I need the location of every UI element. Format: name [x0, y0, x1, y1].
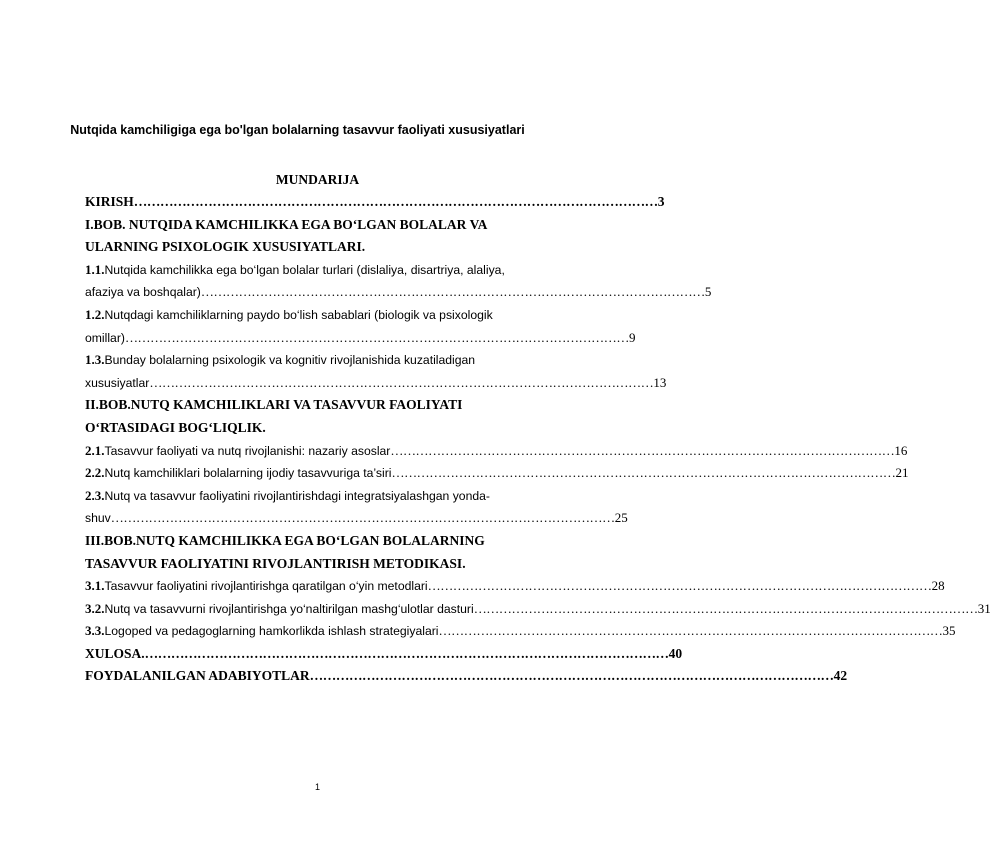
dot-leader: …………………………………………………………………………………………………………: [110, 510, 615, 526]
toc-entry-page: 42: [833, 668, 848, 684]
dot-leader: …………………………………………………………………………………………………………: [149, 374, 654, 390]
dot-leader: …………………………………………………………………………………………………………: [133, 194, 658, 209]
toc-entry-2-3[interactable]: [85, 485, 553, 508]
toc-chapter-2-line-2[interactable]: O‘RTASIDAGI BOG‘LIQLIK.: [85, 419, 266, 435]
section-title: Bunday bolalarning psixologik va kognitiv rivojlanishida kuzatiladigan: [104, 353, 476, 368]
toc-entry-1-2[interactable]: [85, 304, 553, 327]
document-title: Nutqida kamchiligiga ega bo'lgan bolalarning tasavvur faoliyati xususiyatlari: [70, 123, 525, 137]
section-number: 1.1.: [85, 261, 105, 277]
page-number: 1: [314, 782, 320, 792]
section-number: 3.2.: [85, 600, 105, 616]
toc-entry-1-1[interactable]: [85, 259, 553, 282]
toc-entry-1-3[interactable]: [85, 349, 553, 372]
toc-entry-page: 13: [653, 374, 667, 390]
toc-entry-references[interactable]: [85, 665, 848, 688]
toc-entry-page: 9: [628, 329, 636, 345]
toc-heading: MUNDARIJA: [275, 172, 360, 187]
toc-entry-1-3-cont[interactable]: [85, 372, 667, 395]
dot-leader: …………………………………………………………………………………………………………: [124, 329, 629, 345]
toc-chapter-3-line-2[interactable]: TASAVVUR FAOLIYATINI RIVOJLANTIRISH METODIKASI.: [85, 555, 466, 571]
toc-chapter-1-line-1[interactable]: I.BOB. NUTQIDA KAMCHILIKKA EGA BO‘LGAN BOLALAR VA: [85, 216, 488, 232]
toc-entry-2-1[interactable]: [85, 440, 908, 463]
toc-entry-label: XULOSA.: [85, 645, 145, 661]
dot-leader: …………………………………………………………………………………………………………: [390, 442, 895, 458]
toc-entry-1-1-cont[interactable]: [85, 281, 712, 304]
section-number: 3.1.: [85, 578, 105, 594]
dot-leader: …………………………………………………………………………………………………………: [309, 668, 834, 684]
toc-entry-page: 31: [977, 600, 991, 616]
section-title: Logoped va pedagoglarning hamkorlikda ishlash strategiyalari: [104, 624, 439, 639]
section-number: 3.3.: [85, 623, 105, 639]
toc-entry-conclusion[interactable]: [85, 643, 683, 666]
section-number: 1.3.: [85, 352, 105, 368]
section-title-cont: afaziya va boshqalar): [85, 285, 201, 300]
toc-entry-page: 3: [657, 194, 665, 209]
toc-entry-page: 35: [942, 623, 956, 639]
dot-leader: …………………………………………………………………………………………………………: [427, 578, 932, 594]
toc-entry-3-2[interactable]: [85, 598, 991, 621]
toc-entry-1-2-cont[interactable]: [85, 327, 636, 350]
toc-entry-label: FOYDALANILGAN ADABIYOTLAR: [85, 668, 310, 684]
table-of-contents: [85, 191, 991, 688]
dot-leader: …………………………………………………………………………………………………………: [391, 465, 896, 481]
toc-entry-3-1[interactable]: [85, 575, 945, 598]
toc-entry-label: KIRISH: [85, 194, 134, 209]
toc-entry-2-3-cont[interactable]: [85, 507, 628, 530]
section-number: 2.2.: [85, 465, 105, 481]
section-title: Nutqida kamchilikka ega bo‘lgan bolalar turlari (dislaliya, disartriya, alaliya,: [104, 262, 505, 277]
section-title-cont: omillar): [85, 330, 125, 345]
toc-entry-page: 40: [668, 645, 683, 661]
toc-entry-page: 28: [931, 578, 945, 594]
section-title: Nutq va tasavvurni rivojlantirishga yo‘naltirilgan mashg‘ulotlar dasturi: [104, 601, 474, 616]
section-title: Nutqdagi kamchiliklarning paydo bo‘lish sabablari (biologik va psixologik: [104, 307, 493, 322]
section-title: Nutq kamchiliklari bolalarning ijodiy tasavvuriga ta’siri: [104, 466, 392, 481]
section-title: Tasavvur faoliyatini rivojlantirishga qaratilgan o‘yin metodlari: [104, 579, 428, 594]
dot-leader: …………………………………………………………………………………………………………: [473, 600, 978, 616]
toc-entry-page: 16: [894, 442, 908, 458]
toc-entry-page: 21: [895, 465, 909, 481]
dot-leader: …………………………………………………………………………………………………………: [200, 284, 705, 300]
section-title: Nutq va tasavvur faoliyatini rivojlantirishdagi integratsiyalashgan yonda-: [104, 488, 490, 503]
section-title: Tasavvur faoliyati va nutq rivojlanishi: nazariy asoslar: [104, 443, 391, 458]
section-number: 2.1.: [85, 442, 105, 458]
section-number: 2.3.: [85, 487, 105, 503]
toc-chapter-1-line-2[interactable]: ULARNING PSIXOLOGIK XUSUSIYATLARI.: [85, 239, 366, 255]
section-title-cont: xususiyatlar: [85, 375, 150, 390]
toc-entry-3-3[interactable]: [85, 620, 956, 643]
toc-chapter-2-line-1[interactable]: II.BOB.NUTQ KAMCHILIKLARI VA TASAVVUR FAOLIYATI: [85, 397, 463, 413]
dot-leader: …………………………………………………………………………………………………………: [438, 623, 943, 639]
toc-entry-intro[interactable]: [85, 191, 665, 214]
toc-entry-2-2[interactable]: [85, 462, 909, 485]
section-number: 1.2.: [85, 306, 105, 322]
toc-chapter-3-line-1[interactable]: III.BOB.NUTQ KAMCHILIKKA EGA BO‘LGAN BOLALARNING: [85, 532, 485, 548]
toc-entry-page: 5: [704, 284, 712, 300]
section-title-cont: shuv: [85, 511, 111, 526]
toc-entry-page: 25: [614, 510, 628, 526]
dot-leader: …………………………………………………………………………………………………………: [144, 645, 669, 661]
